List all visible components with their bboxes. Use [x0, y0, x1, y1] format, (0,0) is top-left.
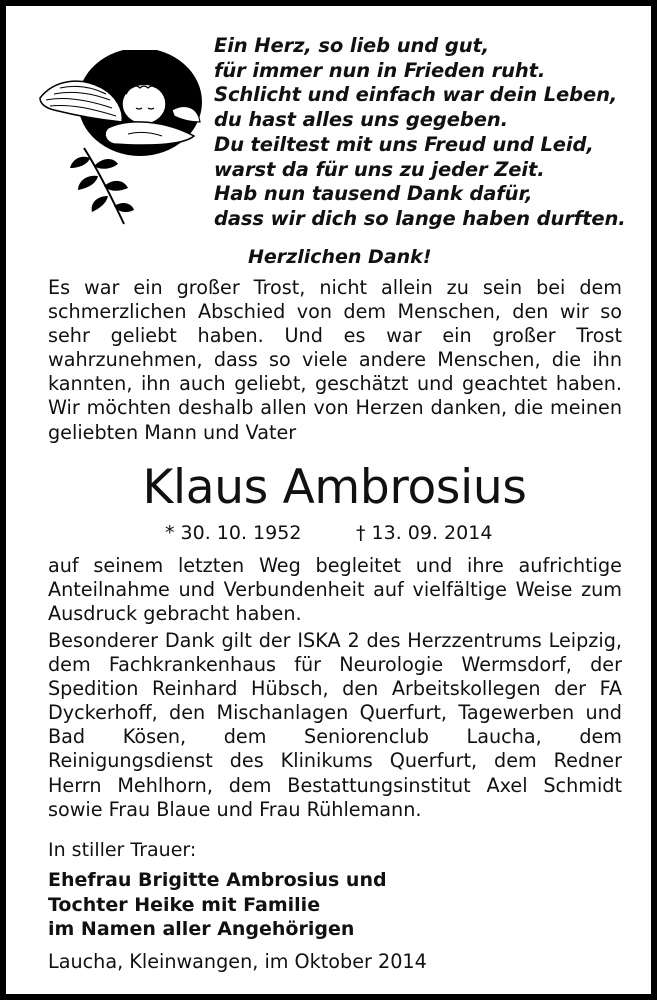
mourning-label: In stiller Trauer: [48, 839, 197, 861]
place-date: Laucha, Kleinwangen, im Oktober 2014 [48, 950, 427, 973]
poem-line: Hab nun tausend Dank dafür, [214, 182, 533, 206]
signers-list [48, 868, 387, 942]
birth-date: * 30. 10. 1952 [165, 522, 302, 544]
poem-line: dass wir dich so lange haben durften. [214, 206, 626, 230]
intro-paragraph: Es war ein großer Trost, nicht allein zu sein bei dem schmerzlichen Abschied von dem Menschen, den wir so sehr geliebt haben. Und es war ein großer Trost wahrzunehmen, dass so viele andere Menschen, die ihn kannten, ihn auch geliebt, geschätzt und geachtet haben. Wir möchten deshalb allen von Herzen danken, die meinen geliebten Mann und Vater [48, 276, 622, 444]
poem-line: Du teiltest mit uns Freud und Leid, [214, 132, 594, 156]
death-date: † 13. 09. 2014 [356, 522, 493, 544]
poem-line: warst da für uns zu jeder Zeit. [214, 157, 545, 181]
poem [214, 34, 634, 232]
acknowledgement-paragraph: auf seinem letzten Weg begleitet und ihre aufrichtige Anteilnahme und Verbundenheit auf vielfältige Weise zum Ausdruck gebracht haben. [48, 554, 622, 626]
poem-line: Ein Herz, so lieb und gut, [214, 34, 489, 57]
poem-line: du hast alles uns gegeben. [214, 108, 508, 132]
poem-line: Schlicht und einfach war dein Leben, [214, 83, 618, 107]
thanks-heading: Herzlichen Dank! [248, 246, 432, 268]
angel-icon [32, 50, 204, 230]
deceased-name: Klaus Ambrosius [142, 460, 527, 515]
signer-line: im Namen aller Angehörigen [48, 918, 355, 940]
poem-line: für immer nun in Frieden ruht. [214, 58, 546, 82]
special-thanks-paragraph: Besonderer Dank gilt der ISKA 2 des Herzzentrums Leipzig, dem Fachkrankenhaus für Neurologie Wermsdorf, der Spedition Reinhard Hübsch, den Arbeitskollegen der FA Dyckerhoff, den Mischanlagen Querfurt, Tagewerben und Bad Kösen, dem Seniorenclub Laucha, dem Reinigungsdienst des Klinikums Querfurt, dem Redner Herrn Mehlhorn, dem Bestattungsinstitut Axel Schmidt sowie Frau Blaue und Frau Rühlemann. [48, 629, 622, 821]
signer-line: Tochter Heike mit Familie [48, 893, 321, 916]
signer-line: Ehefrau Brigitte Ambrosius und [48, 869, 387, 891]
